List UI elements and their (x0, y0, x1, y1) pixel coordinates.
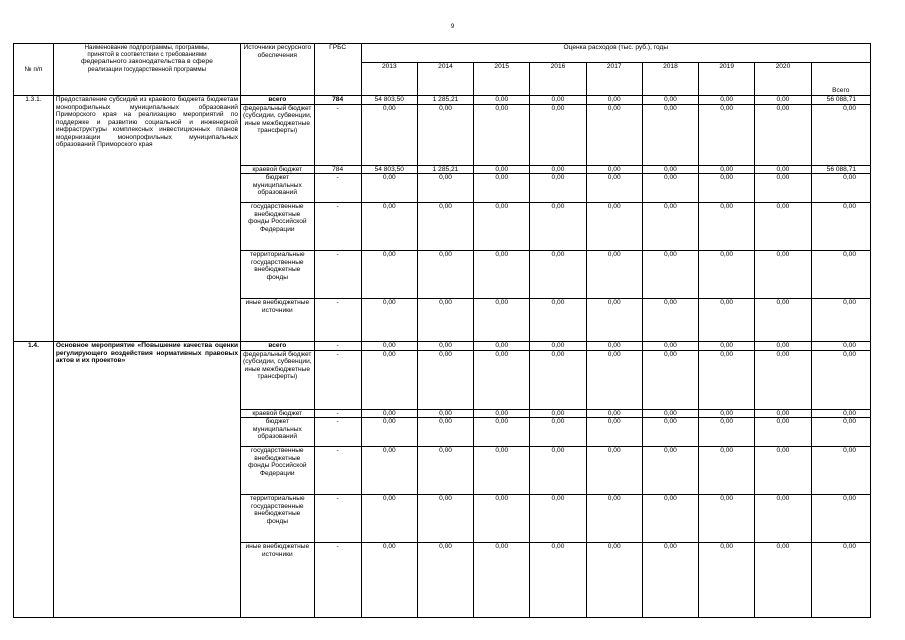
source-cell: бюджет муниципальных образований (241, 418, 315, 447)
source-cell: иные внебюджетные источники (241, 299, 315, 342)
year-value-cell: 0,00 (699, 96, 755, 105)
header-year: 2015 (474, 63, 530, 96)
grbs-cell: - (314, 543, 361, 618)
year-value-cell: 0,00 (755, 409, 811, 418)
total-value-cell: 0,00 (811, 350, 870, 409)
year-value-cell: 0,00 (417, 350, 473, 409)
header-year: 2016 (530, 63, 586, 96)
year-value-cell: 0,00 (755, 96, 811, 105)
year-value-cell: 0,00 (417, 342, 473, 351)
total-value-cell: 56 088,71 (811, 96, 870, 105)
grbs-cell: - (314, 409, 361, 418)
year-value-cell: 0,00 (530, 203, 586, 251)
total-value-cell: 0,00 (811, 342, 870, 351)
year-value-cell: 1 285,21 (417, 165, 473, 174)
header-year: 2013 (361, 63, 417, 96)
source-cell: территориальные государственные внебюджетные фонды (241, 495, 315, 543)
year-value-cell: 0,00 (586, 174, 642, 203)
year-value-cell: 0,00 (530, 447, 586, 495)
year-value-cell: 0,00 (699, 350, 755, 409)
year-value-cell: 0,00 (530, 251, 586, 299)
total-value-cell: 0,00 (811, 104, 870, 165)
header-sources: Источники ресурсного обеспечения (241, 44, 315, 96)
year-value-cell: 0,00 (586, 495, 642, 543)
total-value-cell: 0,00 (811, 251, 870, 299)
table-body (14, 96, 871, 618)
year-value-cell: 0,00 (417, 174, 473, 203)
year-value-cell: 0,00 (586, 104, 642, 165)
grbs-cell: - (314, 342, 361, 351)
source-cell: государственные внебюджетные фонды Российской Федерации (241, 203, 315, 251)
total-value-cell: 0,00 (811, 174, 870, 203)
year-value-cell: 0,00 (474, 251, 530, 299)
year-value-cell: 0,00 (699, 165, 755, 174)
year-value-cell: 0,00 (474, 495, 530, 543)
year-value-cell: 0,00 (586, 165, 642, 174)
total-value-cell: 0,00 (811, 495, 870, 543)
header-total: Всего (811, 63, 870, 96)
year-value-cell: 0,00 (755, 495, 811, 543)
year-value-cell: 0,00 (530, 409, 586, 418)
year-value-cell: 0,00 (699, 203, 755, 251)
year-value-cell: 0,00 (530, 543, 586, 618)
grbs-cell: - (314, 495, 361, 543)
year-value-cell: 0,00 (361, 104, 417, 165)
row-number: 1.3.1. (14, 96, 54, 342)
grbs-cell: - (314, 104, 361, 165)
source-cell: всего (241, 342, 315, 351)
year-value-cell: 0,00 (755, 350, 811, 409)
source-cell: государственные внебюджетные фонды Российской Федерации (241, 447, 315, 495)
year-value-cell: 0,00 (417, 299, 473, 342)
year-value-cell: 0,00 (586, 409, 642, 418)
year-value-cell: 0,00 (361, 174, 417, 203)
source-cell: всего (241, 96, 315, 105)
year-value-cell: 0,00 (699, 251, 755, 299)
header-year: 2019 (699, 63, 755, 96)
year-value-cell: 0,00 (474, 350, 530, 409)
year-value-cell: 0,00 (530, 299, 586, 342)
year-value-cell: 0,00 (530, 418, 586, 447)
year-value-cell: 54 803,50 (361, 96, 417, 105)
year-value-cell: 0,00 (586, 251, 642, 299)
year-value-cell: 0,00 (417, 203, 473, 251)
year-value-cell: 0,00 (755, 543, 811, 618)
year-value-cell: 0,00 (361, 251, 417, 299)
header-name-line: Наименование подпрограммы, программы, (84, 44, 210, 51)
year-value-cell: 0,00 (361, 299, 417, 342)
year-value-cell: 0,00 (755, 203, 811, 251)
source-cell: федеральный бюджет (субсидии, субвенции, иные межбюджетные трансферты) (241, 104, 315, 165)
header-grbs: ГРБС (314, 44, 361, 96)
year-value-cell: 0,00 (642, 203, 698, 251)
year-value-cell: 0,00 (530, 342, 586, 351)
year-value-cell: 0,00 (699, 174, 755, 203)
year-value-cell: 0,00 (474, 409, 530, 418)
year-value-cell: 0,00 (642, 409, 698, 418)
source-cell: территориальные государственные внебюджетные фонды (241, 251, 315, 299)
year-value-cell: 0,00 (642, 165, 698, 174)
year-value-cell: 0,00 (642, 251, 698, 299)
year-value-cell: 0,00 (699, 447, 755, 495)
grbs-cell: - (314, 418, 361, 447)
year-value-cell: 0,00 (699, 543, 755, 618)
year-value-cell: 0,00 (530, 174, 586, 203)
year-value-cell: 0,00 (699, 104, 755, 165)
year-value-cell: 0,00 (361, 447, 417, 495)
year-value-cell: 0,00 (417, 447, 473, 495)
year-value-cell: 0,00 (417, 251, 473, 299)
year-value-cell: 0,00 (361, 203, 417, 251)
year-value-cell: 0,00 (642, 342, 698, 351)
measure-title: Основное мероприятие «Повышение качества оценки регулирующего воздействия нормативных правовых актов и их проектов» (53, 342, 240, 618)
grbs-cell: - (314, 203, 361, 251)
year-value-cell: 0,00 (642, 543, 698, 618)
year-value-cell: 0,00 (530, 96, 586, 105)
total-value-cell: 0,00 (811, 447, 870, 495)
grbs-cell: - (314, 251, 361, 299)
grbs-cell: 784 (314, 165, 361, 174)
year-value-cell: 0,00 (417, 495, 473, 543)
source-cell: бюджет муниципальных образований (241, 174, 315, 203)
total-value-cell: 0,00 (811, 299, 870, 342)
header-name-line: федерального законодательства в сфере (80, 58, 213, 66)
source-cell: федеральный бюджет (субсидии, субвенции, иные межбюджетные трансферты) (241, 350, 315, 409)
year-value-cell: 0,00 (699, 418, 755, 447)
source-cell: краевой бюджет (241, 165, 315, 174)
expenditure-table (13, 43, 871, 618)
year-value-cell: 0,00 (642, 299, 698, 342)
year-value-cell: 0,00 (530, 104, 586, 165)
year-value-cell: 0,00 (699, 342, 755, 351)
year-value-cell: 0,00 (642, 174, 698, 203)
year-value-cell: 0,00 (474, 342, 530, 351)
year-value-cell: 0,00 (755, 299, 811, 342)
year-value-cell: 0,00 (361, 418, 417, 447)
year-value-cell: 0,00 (474, 418, 530, 447)
year-value-cell: 0,00 (755, 447, 811, 495)
year-value-cell: 0,00 (361, 409, 417, 418)
year-value-cell: 0,00 (530, 350, 586, 409)
year-value-cell: 0,00 (642, 495, 698, 543)
year-value-cell: 0,00 (586, 418, 642, 447)
year-value-cell: 0,00 (586, 447, 642, 495)
year-value-cell: 0,00 (699, 495, 755, 543)
year-value-cell: 0,00 (474, 543, 530, 618)
grbs-cell: - (314, 350, 361, 409)
year-value-cell: 0,00 (417, 104, 473, 165)
year-value-cell: 0,00 (699, 299, 755, 342)
year-value-cell: 0,00 (417, 418, 473, 447)
year-value-cell: 0,00 (586, 342, 642, 351)
year-value-cell: 0,00 (755, 174, 811, 203)
year-value-cell: 0,00 (755, 104, 811, 165)
year-value-cell: 0,00 (361, 495, 417, 543)
year-value-cell: 0,00 (530, 495, 586, 543)
row-number: 1.4. (14, 342, 54, 618)
year-value-cell: 0,00 (586, 299, 642, 342)
year-value-cell: 0,00 (755, 418, 811, 447)
header-name (53, 44, 240, 96)
year-value-cell: 0,00 (586, 543, 642, 618)
grbs-cell: - (314, 174, 361, 203)
header-year: 2017 (586, 63, 642, 96)
year-value-cell: 0,00 (642, 104, 698, 165)
grbs-cell: - (314, 447, 361, 495)
grbs-cell: - (314, 299, 361, 342)
total-value-cell: 0,00 (811, 203, 870, 251)
year-value-cell: 0,00 (530, 165, 586, 174)
table-header (14, 44, 871, 96)
table-row (14, 342, 871, 351)
header-estimate: Оценка расходов (тыс. руб.), годы (361, 44, 870, 63)
year-value-cell: 0,00 (474, 165, 530, 174)
year-value-cell: 1 285,21 (417, 96, 473, 105)
year-value-cell: 0,00 (642, 447, 698, 495)
year-value-cell: 54 803,50 (361, 165, 417, 174)
year-value-cell: 0,00 (755, 342, 811, 351)
total-value-cell: 0,00 (811, 418, 870, 447)
year-value-cell: 0,00 (586, 203, 642, 251)
year-value-cell: 0,00 (474, 96, 530, 105)
total-value-cell: 0,00 (811, 409, 870, 418)
year-value-cell: 0,00 (417, 543, 473, 618)
measure-title: Предоставление субсидий из краевого бюджета бюджетам монопрофильных муниципальных образований Приморского края на реализацию мероприятий по поддержке и развитию социальной и инженерной инфраструктуры комплексных инвестиционных планов модернизации монопрофильных муниципальных образований Приморского края (53, 96, 240, 342)
page-number: 9 (450, 24, 455, 30)
year-value-cell: 0,00 (474, 104, 530, 165)
year-value-cell: 0,00 (642, 418, 698, 447)
year-value-cell: 0,00 (586, 350, 642, 409)
year-value-cell: 0,00 (586, 96, 642, 105)
total-value-cell: 56 088,71 (811, 165, 870, 174)
year-value-cell: 0,00 (361, 350, 417, 409)
table-row (14, 96, 871, 105)
year-value-cell: 0,00 (642, 350, 698, 409)
year-value-cell: 0,00 (755, 251, 811, 299)
total-value-cell: 0,00 (811, 543, 870, 618)
year-value-cell: 0,00 (417, 409, 473, 418)
year-value-cell: 0,00 (642, 96, 698, 105)
year-value-cell: 0,00 (474, 174, 530, 203)
header-num: № п/п (14, 44, 54, 96)
header-name-line: принятой в соответствии с требованиями (87, 51, 207, 59)
year-value-cell: 0,00 (474, 447, 530, 495)
header-name-line: реализации государственной программы (87, 66, 207, 74)
year-value-cell: 0,00 (474, 299, 530, 342)
header-year: 2014 (417, 63, 473, 96)
grbs-cell: 784 (314, 96, 361, 105)
header-year: 2018 (642, 63, 698, 96)
year-value-cell: 0,00 (699, 409, 755, 418)
header-year: 2020 (755, 63, 811, 96)
year-value-cell: 0,00 (755, 165, 811, 174)
year-value-cell: 0,00 (474, 203, 530, 251)
source-cell: краевой бюджет (241, 409, 315, 418)
year-value-cell: 0,00 (361, 342, 417, 351)
year-value-cell: 0,00 (361, 543, 417, 618)
source-cell: иные внебюджетные источники (241, 543, 315, 618)
